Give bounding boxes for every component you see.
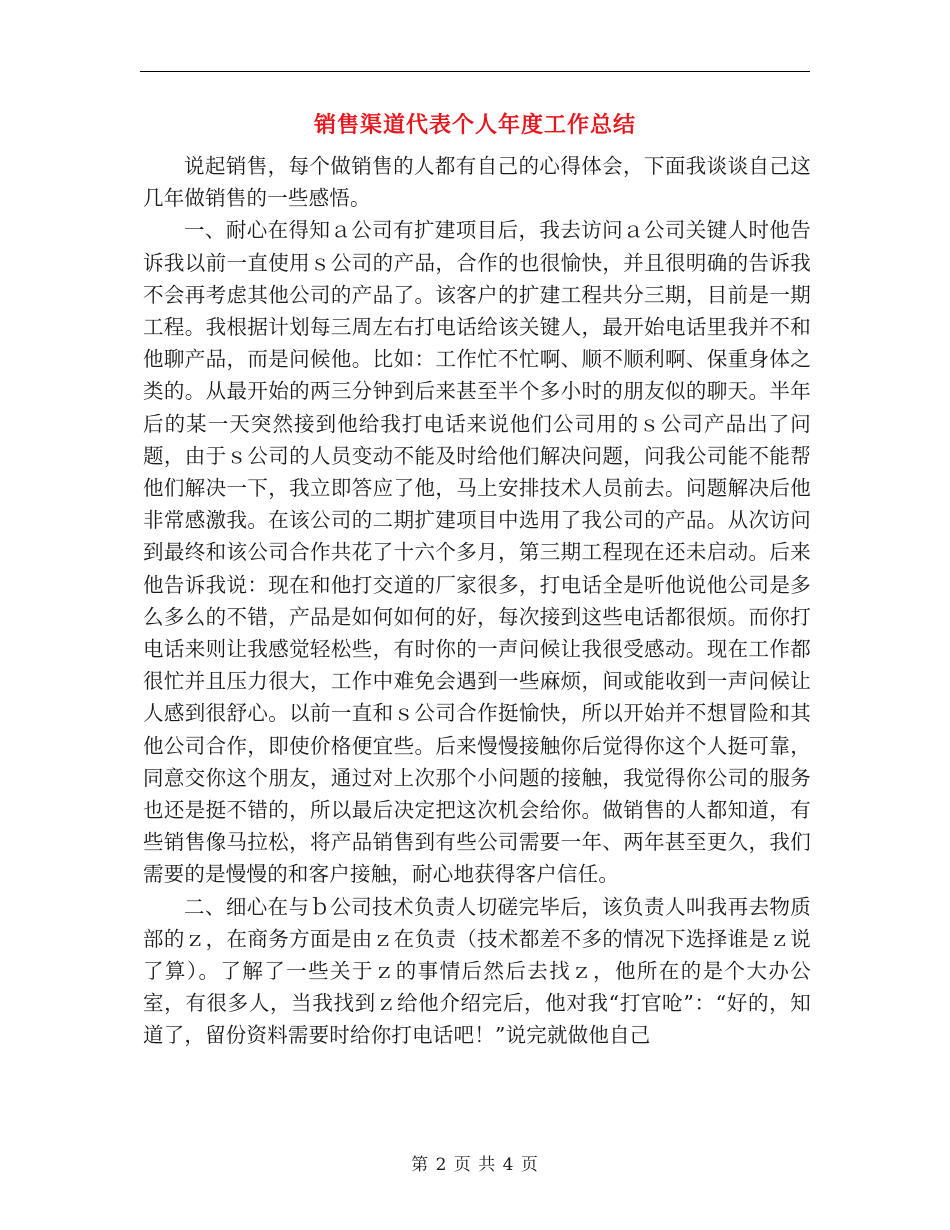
header-rule — [140, 71, 810, 72]
page-number: 第 2 页 共 4 页 — [411, 1155, 539, 1175]
document-body — [143, 150, 811, 1052]
paragraph-carefulness: 二、细心在与ｂ公司技术负责人切磋完毕后，该负责人叫我再去物质部的ｚ，在商务方面是由ｚ在负责（技术都差不多的情况下选择谁是ｚ说了算）。了解了一些关于ｚ的事情后然后去找ｚ，他所在的是个大办公室，有很多人，当我找到ｚ给他介绍完后，他对我“打官呛”：“好的，知道了，留份资料需要时给你打电话吧！”说完就做他自己 — [143, 894, 811, 1048]
document-title: 销售渠道代表个人年度工作总结 — [313, 112, 636, 138]
paragraph-intro: 说起销售，每个做销售的人都有自己的心得体会，下面我谈谈自己这几年做销售的一些感悟。 — [143, 154, 811, 211]
paragraph-patience: 一、耐心在得知ａ公司有扩建项目后，我去访问ａ公司关键人时他告诉我以前一直使用ｓ公司的产品，合作的也很愉快，并且很明确的告诉我不会再考虑其他公司的产品了。该客户的扩建工程共分三期，目前是一期工程。我根据计划每三周左右打电话给该关键人，最开始电话里我并不和他聊产品，而是问候他。比如：工作忙不忙啊、顺不顺利啊、保重身体之类的。从最开始的两三分钟到后来甚至半个多小时的朋友似的聊天。半年后的某一天突然接到他给我打电话来说他们公司用的ｓ公司产品出了问题，由于ｓ公司的人员变动不能及时给他们解决问题，问我公司能不能帮他们解决一下，我立即答应了他，马上安排技术人员前去。问题解决后他非常感激我。在该公司的二期扩建项目中选用了我公司的产品。从次访问到最终和该公司合作共花了十六个多月，第三期工程现在还未启动。后来他告诉我说：现在和他打交道的厂家很多，打电话全是听他说他公司是多么多么的不错，产品是如何如何的好，每次接到这些电话都很烦。而你打电话来则让我感觉轻松些，有时你的一声问候让我很受感动。现在工作都很忙并且压力很大，工作中难免会遇到一些麻烦，间或能收到一声问候让人感到很舒心。以前一直和ｓ公司合作挺愉快，所以开始并不想冒险和其他公司合作，即使价格便宜些。后来慢慢接触你后觉得你这个人挺可靠，同意交你这个朋友，通过对上次那个小问题的接触，我觉得你公司的服务也还是挺不错的，所以最后决定把这次机会给你。做销售的人都知道，有些销售像马拉松，将产品销售到有些公司需要一年、两年甚至更久，我们需要的是慢慢的和客户接触，耐心地获得客户信任。 — [143, 218, 811, 887]
